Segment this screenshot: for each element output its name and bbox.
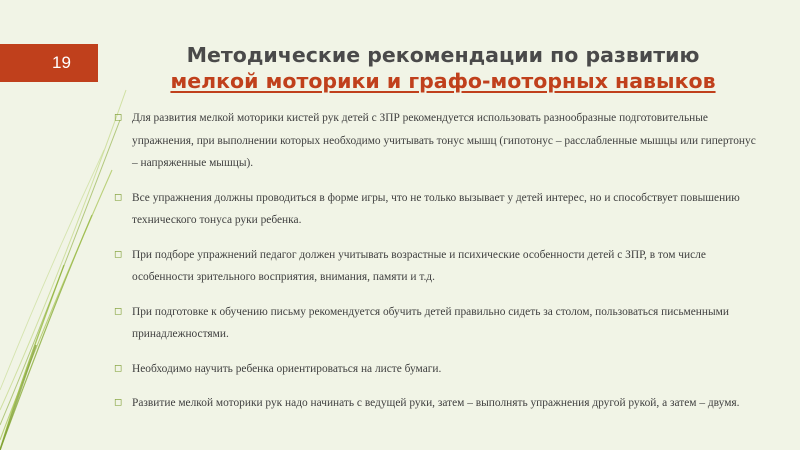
bullet-item [114, 244, 758, 289]
arrow-bullet-icon: ◻ [114, 397, 123, 408]
decor-line-4 [0, 120, 123, 425]
bullet-text: При подготовке к обучению письму рекомендуется обучить детей правильно сидеть за столом, пользоваться письменными принадлежностями. [132, 305, 729, 340]
arrow-bullet-icon: ◻ [114, 112, 123, 123]
bullet-text: Все упражнения должны проводиться в форме игры, что не только вызывает у детей интерес, но и способствует повышению технического тонуса руки ребенка. [132, 191, 740, 226]
slide-number: 19 [52, 53, 71, 72]
bullet-item [114, 107, 758, 175]
bullet-item [114, 187, 758, 232]
arrow-bullet-icon: ◻ [114, 305, 123, 317]
bullet-item [114, 358, 758, 381]
arrow-bullet-icon: ◻ [114, 191, 123, 203]
bullet-item [114, 301, 758, 346]
arrow-bullet-icon: ◻ [114, 248, 123, 260]
bullet-list [114, 107, 758, 427]
decor-line-7 [0, 150, 104, 390]
bullet-text: Развитие мелкой моторики рук надо начинать с ведущей руки, затем – выполнять упражнения другой рукой, а затем – двумя. [132, 397, 740, 409]
arrow-bullet-icon: ◻ [114, 362, 123, 374]
slide-title [148, 42, 738, 94]
bullet-item [114, 392, 758, 415]
decor-line-5 [0, 90, 126, 410]
bullet-text: Необходимо научить ребенка ориентироваться на листе бумаги. [132, 362, 442, 375]
title-line-1: Методические рекомендации по развитию [186, 43, 700, 67]
slide-number-badge [0, 44, 98, 82]
decor-line-2 [0, 215, 92, 450]
title-line-2: мелкой моторики и графо-моторных навыков [170, 69, 716, 93]
bullet-text: При подборе упражнений педагог должен учитывать возрастные и психические особенности детей с ЗПР, в том числе особенности зрительного восприятия, внимания, памяти и т.д. [132, 248, 706, 283]
bullet-text: Для развития мелкой моторики кистей рук детей с ЗПР рекомендуется использовать разнообразные подготовительные упражнения, при выполнении которых необходимо учитывать тонус мышц (гипотонус – расслабленные мышцы или гипертонус – напряженные мышцы). [132, 112, 756, 169]
